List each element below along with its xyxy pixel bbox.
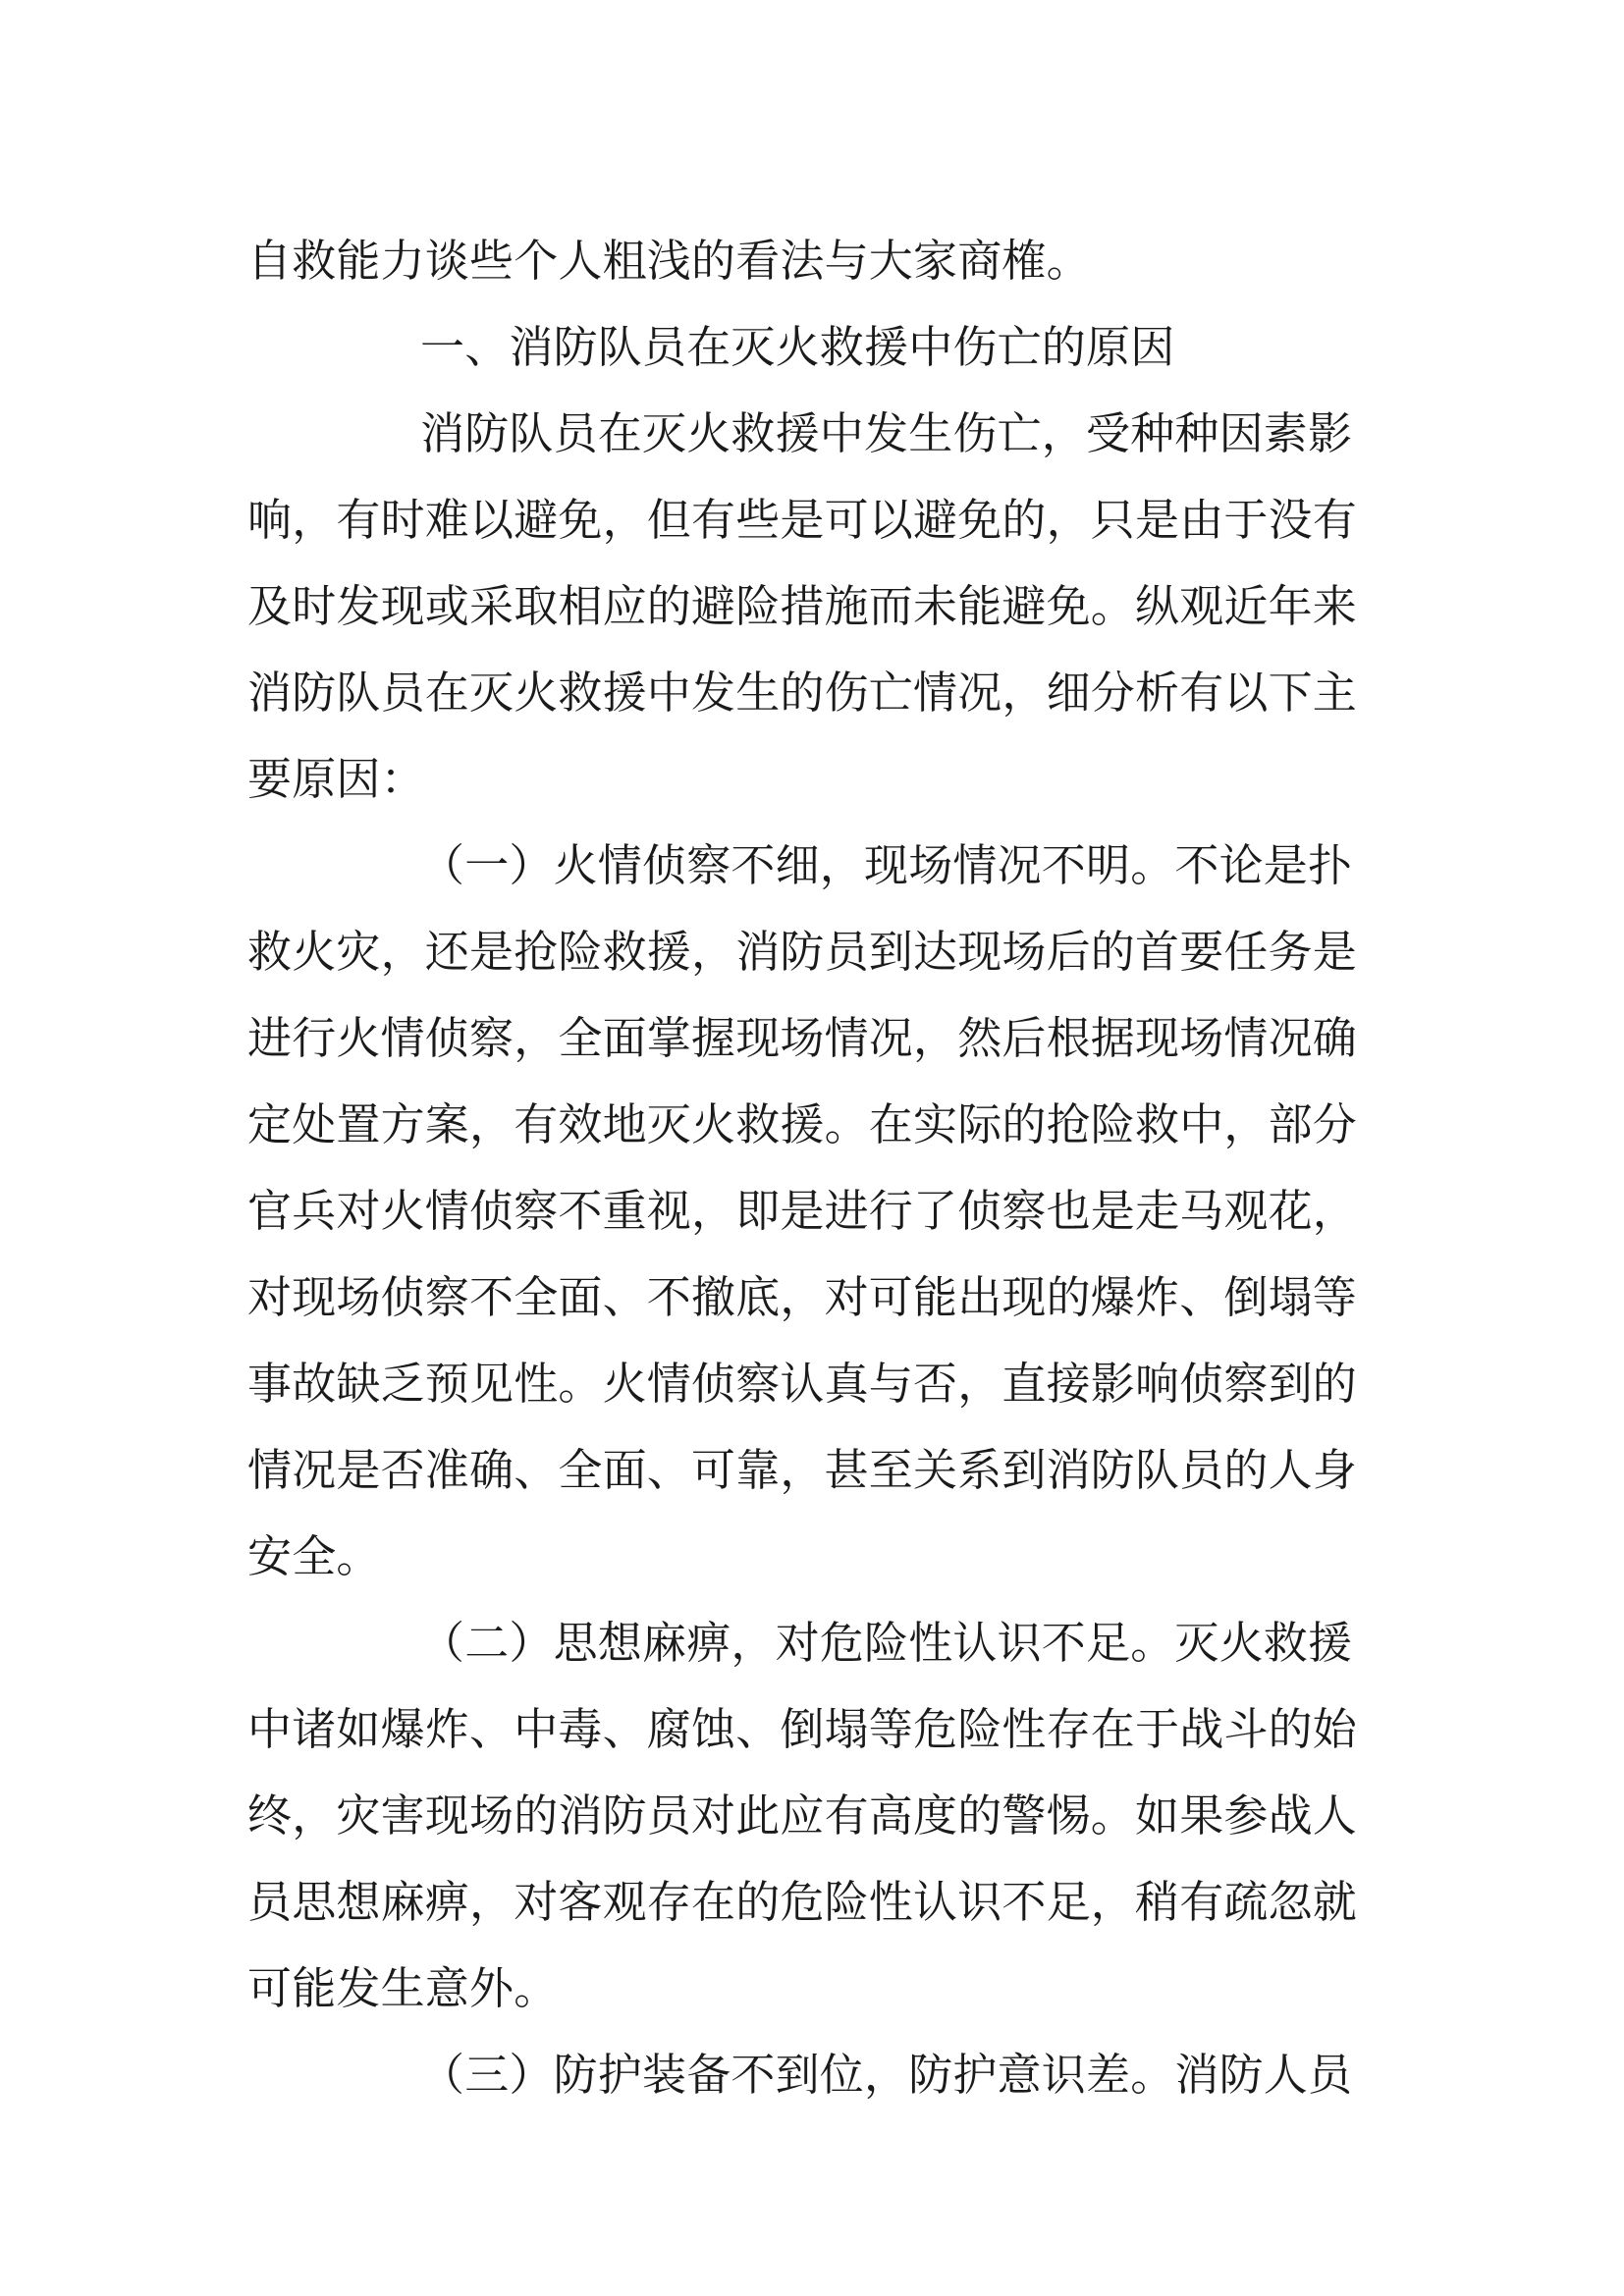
subheading-2: （二）思想麻痹，对危险性认识不足。灭火救援: [420, 1617, 1353, 1669]
subheading-1: （一）火情侦察不细，现场情况不明。不论是扑: [420, 839, 1353, 891]
text-line-14: 事故缺乏预见性。火情侦察认真与否，直接影响侦察到的: [247, 1358, 1358, 1410]
subheading-3: （三）防护装备不到位，防护意识差。消防人员: [420, 2049, 1353, 2101]
text-line-11: 定处置方案，有效地灭火救援。在实际的抢险救中，部分: [247, 1098, 1358, 1150]
text-line-4: 响，有时难以避免，但有些是可以避免的，只是由于没有: [247, 494, 1358, 546]
text-line-20: 员思想麻痹，对客观存在的危险性认识不足，稍有疏忽就: [247, 1876, 1358, 1928]
text-line-19: 终，灾害现场的消防员对此应有高度的警惕。如果参战人: [247, 1789, 1358, 1842]
text-line-21: 可能发生意外。: [247, 1962, 559, 2014]
text-line-5: 及时发现或采取相应的避险措施而未能避免。纵观近年来: [247, 580, 1358, 632]
text-line-1: 自救能力谈些个人粗浅的看法与大家商榷。: [247, 235, 1091, 287]
text-line-10: 进行火情侦察，全面掌握现场情况，然后根据现场情况确: [247, 1012, 1358, 1064]
text-line-9: 救火灾，还是抢险救援，消防员到达现场后的首要任务是: [247, 926, 1358, 978]
text-line-6: 消防队员在灭火救援中发生的伤亡情况，细分析有以下主: [247, 667, 1358, 719]
text-line-15: 情况是否准确、全面、可靠，甚至关系到消防队员的人身: [247, 1444, 1358, 1496]
text-line-12: 官兵对火情侦察不重视，即是进行了侦察也是走马观花，: [247, 1185, 1358, 1237]
text-line-18: 中诸如爆炸、中毒、腐蚀、倒塌等危险性存在于战斗的始: [247, 1703, 1358, 1755]
text-line-13: 对现场侦察不全面、不撤底，对可能出现的爆炸、倒塌等: [247, 1271, 1358, 1323]
text-line-7: 要原因：: [247, 753, 425, 805]
heading-section-1: 一、消防队员在灭火救援中伤亡的原因: [420, 321, 1175, 373]
text-line-16: 安全。: [247, 1530, 381, 1582]
text-line-3: 消防队员在灭火救援中发生伤亡，受种种因素影: [420, 407, 1353, 459]
